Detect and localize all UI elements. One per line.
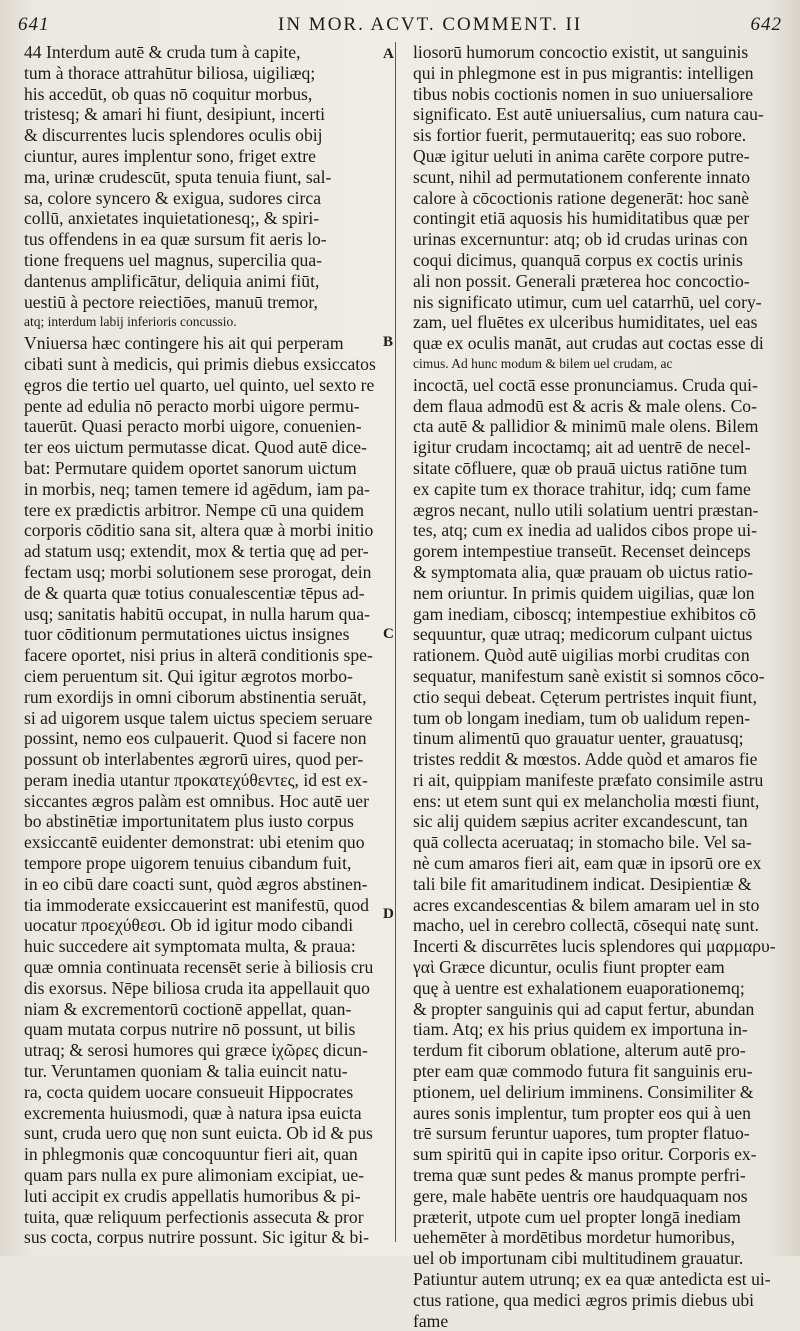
text-line: quam mutata corpus nutrire nō possunt, ut bilis (24, 1019, 356, 1040)
text-line: in eo cibū dare coacti sunt, quòd ægros abstinen- (24, 873, 368, 894)
text-line: bat: Permutare quidem oportet sanorum uictum (24, 457, 357, 478)
column-divider (395, 42, 396, 1242)
text-line: ctio sequi debeat. Cęterum pertristes inquit fiunt, (413, 686, 757, 707)
text-line: ex capite tum ex thorace trahitur, idq; cum fame (413, 478, 751, 499)
text-line: usq; sanitatis habitū occupat, in nulla harum qua- (24, 603, 370, 624)
text-line: atq; interdum labij inferioris concussio. (24, 314, 237, 330)
text-line: possunt ob interlabentes ægrorū uires, quod per- (24, 749, 364, 770)
text-line: zam, uel fluētes ex ulceribus humiditates, uel eas (413, 312, 758, 333)
text-line: fame (413, 1310, 449, 1331)
text-line: incoctā, uel coctā esse pronunciamus. Cruda qui- (413, 374, 758, 395)
text-line: uestiū à pectore reiectiōes, manuū tremor, (24, 291, 318, 312)
text-line: acres excandescentias & bilem amaram uel in sto (413, 894, 760, 915)
text-line: dantenus amplificātur, deliquia animi fiūt, (24, 270, 320, 291)
text-line: sis fortior fuerit, permutaueritq; eas suo robore. (413, 125, 747, 146)
text-line: ra, cocta quidem uocare consueuit Hippocrates (24, 1081, 354, 1102)
text-line: quæ ex oculis manāt, aut crudas aut coctas esse di (413, 333, 764, 354)
text-line: calore à cōcoctionis ratione degenerāt: hoc sanè (413, 187, 750, 208)
text-line: in phlegmonis quæ concoquuntur fieri ait, quan (24, 1144, 358, 1165)
text-line: uehemēter à mordētibus mordetur humoribus, (413, 1227, 735, 1248)
text-line: γαὶ Græce dicuntur, oculis fiunt propter eam (413, 957, 725, 978)
text-line: Vniuersa hæc contingere his ait qui perperam (24, 333, 344, 354)
text-line: tes, atq; cum ex inedia ad ualidos cibos prope ui- (413, 520, 757, 541)
text-line: tia immoderate exsiccauerint est manifestū, quod (24, 894, 369, 915)
text-line: possint, nemo eos culpauerit. Quod si facere non (24, 728, 367, 749)
text-line: tum ob longam inediam, tum ob ualidum repen- (413, 707, 751, 728)
text-line: his accedūt, ob quas nō coquitur morbus, (24, 83, 313, 104)
text-line: sunt, cruda uero quę non sunt euicta. Ob id & pus (24, 1123, 373, 1144)
text-line: ægros necant, nullo utili solatium uentri præstan- (413, 499, 759, 520)
text-line: tempore prope uigorem tenuius cibandum fuit, (24, 853, 352, 874)
text-line: præterit, utpote cum uel propter longā inediam (413, 1206, 741, 1227)
text-line: nem oriuntur. In primis quidem uigilias, quæ lon (413, 582, 755, 603)
text-line: significato. Est autē uniuersalius, cum natura cau- (413, 104, 764, 125)
text-line: dis exorsus. Nēpe biliosa cruda ita appellauit quo (24, 977, 370, 998)
text-line: sequuntur, quæ utraq; medicorum culpant uictus (413, 624, 753, 645)
text-line: sequatur, manifestum sanè existit si somnos cōco- (413, 665, 765, 686)
text-line: aures sonis implentur, tum propter eos qui à uen (413, 1102, 751, 1123)
text-line: & discurrentes lucis splendores oculis obij (24, 125, 323, 146)
page-number-left: 641 (18, 14, 50, 35)
text-line: quæ omnia continuata recensēt serie à biliosis cru (24, 957, 374, 978)
text-line: tus offendens in ea quæ sursum fit aeris lo- (24, 229, 327, 250)
left-column (24, 42, 382, 1248)
text-line: ad statum usq; extendit, mox & tertia quę ad per- (24, 541, 369, 562)
text-line: tuor cōditionum permutationes uictus insignes (24, 624, 350, 645)
text-line: bo abstinētiæ importunitatem plus iusto corpus (24, 811, 354, 832)
text-line: ęgros die tertio uel quarto, uel quinto, uel sexto re (24, 374, 375, 395)
text-line: tibus nobis coctionis nomen in suo uniuersaliore (413, 83, 754, 104)
text-line: quam pars nulla ex pure alimoniam excipiat, ue- (24, 1165, 365, 1186)
text-line: cibati sunt à medicis, qui primis diebus exsiccatos (24, 353, 376, 374)
text-line: tiam. Atq; ex his prius quidem ex importuna in- (413, 1019, 748, 1040)
text-line: tum à thorace attrahūtur biliosa, uigiliæq; (24, 62, 316, 83)
text-line: quę à uentre est exhalationem euaporationemq; (413, 977, 745, 998)
text-line: ens: ut etem sunt qui ex melancholia mœsti fiunt, (413, 790, 760, 811)
text-line: uel ob importunam cibi multitudinem grauatur. (413, 1248, 744, 1269)
text-line: si ad uigorem usque talem uictus speciem seruare (24, 707, 373, 728)
text-line: & symptomata alia, quæ prauam ob uictus ratio- (413, 561, 754, 582)
text-line: collū, anxietates inquietationesq;, & spiri- (24, 208, 320, 229)
text-line: excrementa huiusmodi, quæ à natura ipsa euicta (24, 1102, 362, 1123)
text-line: uocatur προεχύθεσι. Ob id igitur modo cibandi (24, 915, 354, 936)
text-line: rum exordijs in omni ciborum abstinentia seruāt, (24, 686, 367, 707)
text-line: cta autē & pallidior & minimū male olens. Bilem (413, 416, 759, 437)
text-line: dem flaua admodū est & acris & male olens. Co- (413, 395, 757, 416)
text-line: ptionem, uel delirium imminens. Consimiliter & (413, 1081, 754, 1102)
text-line: tauerūt. Quasi peracto morbi uigore, conuenien- (24, 416, 362, 437)
text-line: qui in phlegmone est in pus migrantis: intelligen (413, 62, 754, 83)
text-line: tuita, quæ reliquum perfectionis assecuta & pror (24, 1206, 364, 1227)
text-line: tere ex prædictis arbitror. Nempe cū una quidem (24, 499, 365, 520)
text-line: quā collecta aceruataq; in stomacho bile. Vel sa- (413, 832, 752, 853)
text-line: niam & excrementorū coctionē appellat, quan- (24, 998, 352, 1019)
text-line: 44 Interdum autē & cruda tum à capite, (24, 42, 301, 62)
text-line: igitur crudam incoctamq; ait ad uentrē de necel- (413, 437, 751, 458)
text-line: ciem peruentum sit. Qui igitur ægrotos morbo- (24, 665, 353, 686)
text-line: facere oportet, nisi prius in alterā conditionis spe- (24, 645, 373, 666)
margin-letter-d: D (383, 906, 394, 922)
text-line: trema quæ sunt pedes & manus prompte perfri- (413, 1165, 746, 1186)
text-line: ma, urinæ crudescūt, sputa tenuia fiunt, sal- (24, 166, 332, 187)
text-line: ctus ratione, qua medici ægros primis diebus ubi (413, 1289, 755, 1310)
text-line: contingit etiā aquosis his humiditatibus quæ per (413, 208, 750, 229)
text-line: Patiuntur autem utrunq; ex ea quæ antedicta est ui- (413, 1269, 771, 1290)
page-number-right: 642 (750, 14, 782, 35)
text-line: tristesq; & amari hi fiunt, desipiunt, incerti (24, 104, 325, 125)
text-line: corporis cōditio sana sit, altera quæ à morbi initio (24, 520, 374, 541)
text-line: macho, uel in cerebro collectā, cōsequi natę sunt. (413, 915, 759, 936)
text-line: luti accipit ex crudis appellatis humoribus & pi- (24, 1185, 361, 1206)
text-line: tristes reddit & mœstos. Adde quòd et amaros fie (413, 749, 758, 770)
text-line: nè cum amaros fieri ait, eam quæ in ipsorū ore ex (413, 853, 762, 874)
text-line: gam inediam, ciboscq; intempestiue exhibitos cō (413, 603, 757, 624)
text-line: siccantes ægros palàm est omnibus. Hoc autē uer (24, 790, 369, 811)
text-line: sa, colore syncero & exigua, sudores circa (24, 187, 322, 208)
text-line: & propter sanguinis qui ad caput fertur, abundan (413, 998, 755, 1019)
page-header (18, 12, 782, 42)
text-line: pente ad edulia nō peracto morbi uigore permu- (24, 395, 360, 416)
text-line: ciuntur, aures implentur sono, friget extre (24, 145, 316, 166)
margin-letter-c: C (383, 626, 394, 642)
running-title: IN MOR. ACVT. COMMENT. II (278, 14, 583, 35)
text-line: in morbis, neq; tamen temere id agēdum, iam pa- (24, 478, 370, 499)
text-line: sitate cōfluere, quæ ob prauā uictus ratiōne tum (413, 457, 748, 478)
text-line: huic succedere ait symptomata multa, & praua: (24, 936, 356, 957)
text-line: cimus. Ad hunc modum & bilem uel crudam, ac (413, 355, 673, 371)
text-line: terdum fit ciborum oblatione, alterum autē pro- (413, 1040, 746, 1061)
text-line: de & quarta quæ totius conualescentiæ tēpus ad- (24, 582, 365, 603)
text-line: ri ait, quippiam manifeste præfato consimile astru (413, 769, 764, 790)
text-line: nis significato utimur, cum uel catarrhū, uel cory- (413, 291, 762, 312)
text-line: tali bile fit amaritudinem indicat. Desipientiæ & (413, 873, 752, 894)
right-column (413, 42, 781, 1331)
text-line: sus cocta, corpus nutrire possunt. Sic igitur & bi- (24, 1227, 369, 1248)
text-line: rationem. Quòd autē uigilias morbi cruditas con (413, 645, 750, 666)
text-line: utraq; & serosi humores qui græce ἰχῶρες dicun- (24, 1040, 368, 1061)
text-line: ali non possit. Generali præterea hoc concoctio- (413, 270, 750, 291)
text-line: tur. Veruntamen quoniam & talia euincit natu- (24, 1061, 348, 1082)
text-line: sum spiritū qui in capite ipso oritur. Corporis ex- (413, 1144, 757, 1165)
text-line: exsiccantē euidenter demonstrat: ubi etenim quo (24, 832, 365, 853)
text-line: scunt, nihil ad permutationem conferente innato (413, 166, 751, 187)
text-line: trē sursum feruntur uapores, tum propter flatuo- (413, 1123, 750, 1144)
text-line: tione frequens uel magnus, supercilia qua- (24, 249, 323, 270)
text-line: ter eos uictum permutasse dicat. Quod autē dice- (24, 437, 367, 458)
text-line: gorem intempestiue transeūt. Recenset deinceps (413, 541, 751, 562)
margin-letter-a: A (383, 46, 394, 62)
text-line: tinum alimentū quo grauatur uenter, grauatusq; (413, 728, 744, 749)
text-line: liosorū humorum concoctio existit, ut sanguinis (413, 42, 749, 62)
text-line: coqui dicimus, quanquā corpus ex coctis urinis (413, 249, 743, 270)
text-line: pter eam quæ commodo futura fit sanguinis eru- (413, 1061, 753, 1082)
text-line: fectam usq; morbi solutionem sese prorogat, dein (24, 561, 372, 582)
text-line: gere, male habēte uentris ore haudquaquam nos (413, 1185, 748, 1206)
text-line: urinas excernuntur: atq; ob id crudas urinas con (413, 229, 748, 250)
text-line: Quæ igitur ueluti in anima carēte corpore putre- (413, 145, 750, 166)
text-line: peram inedia utantur προκατεχύθεντες, id est ex- (24, 769, 368, 790)
text-line: Incerti & discurrētes lucis splendores qui μαρμαρυ- (413, 936, 776, 957)
margin-letter-b: B (383, 334, 394, 350)
text-line: sic alij quidem sæpius acriter excandescunt, tan (413, 811, 748, 832)
